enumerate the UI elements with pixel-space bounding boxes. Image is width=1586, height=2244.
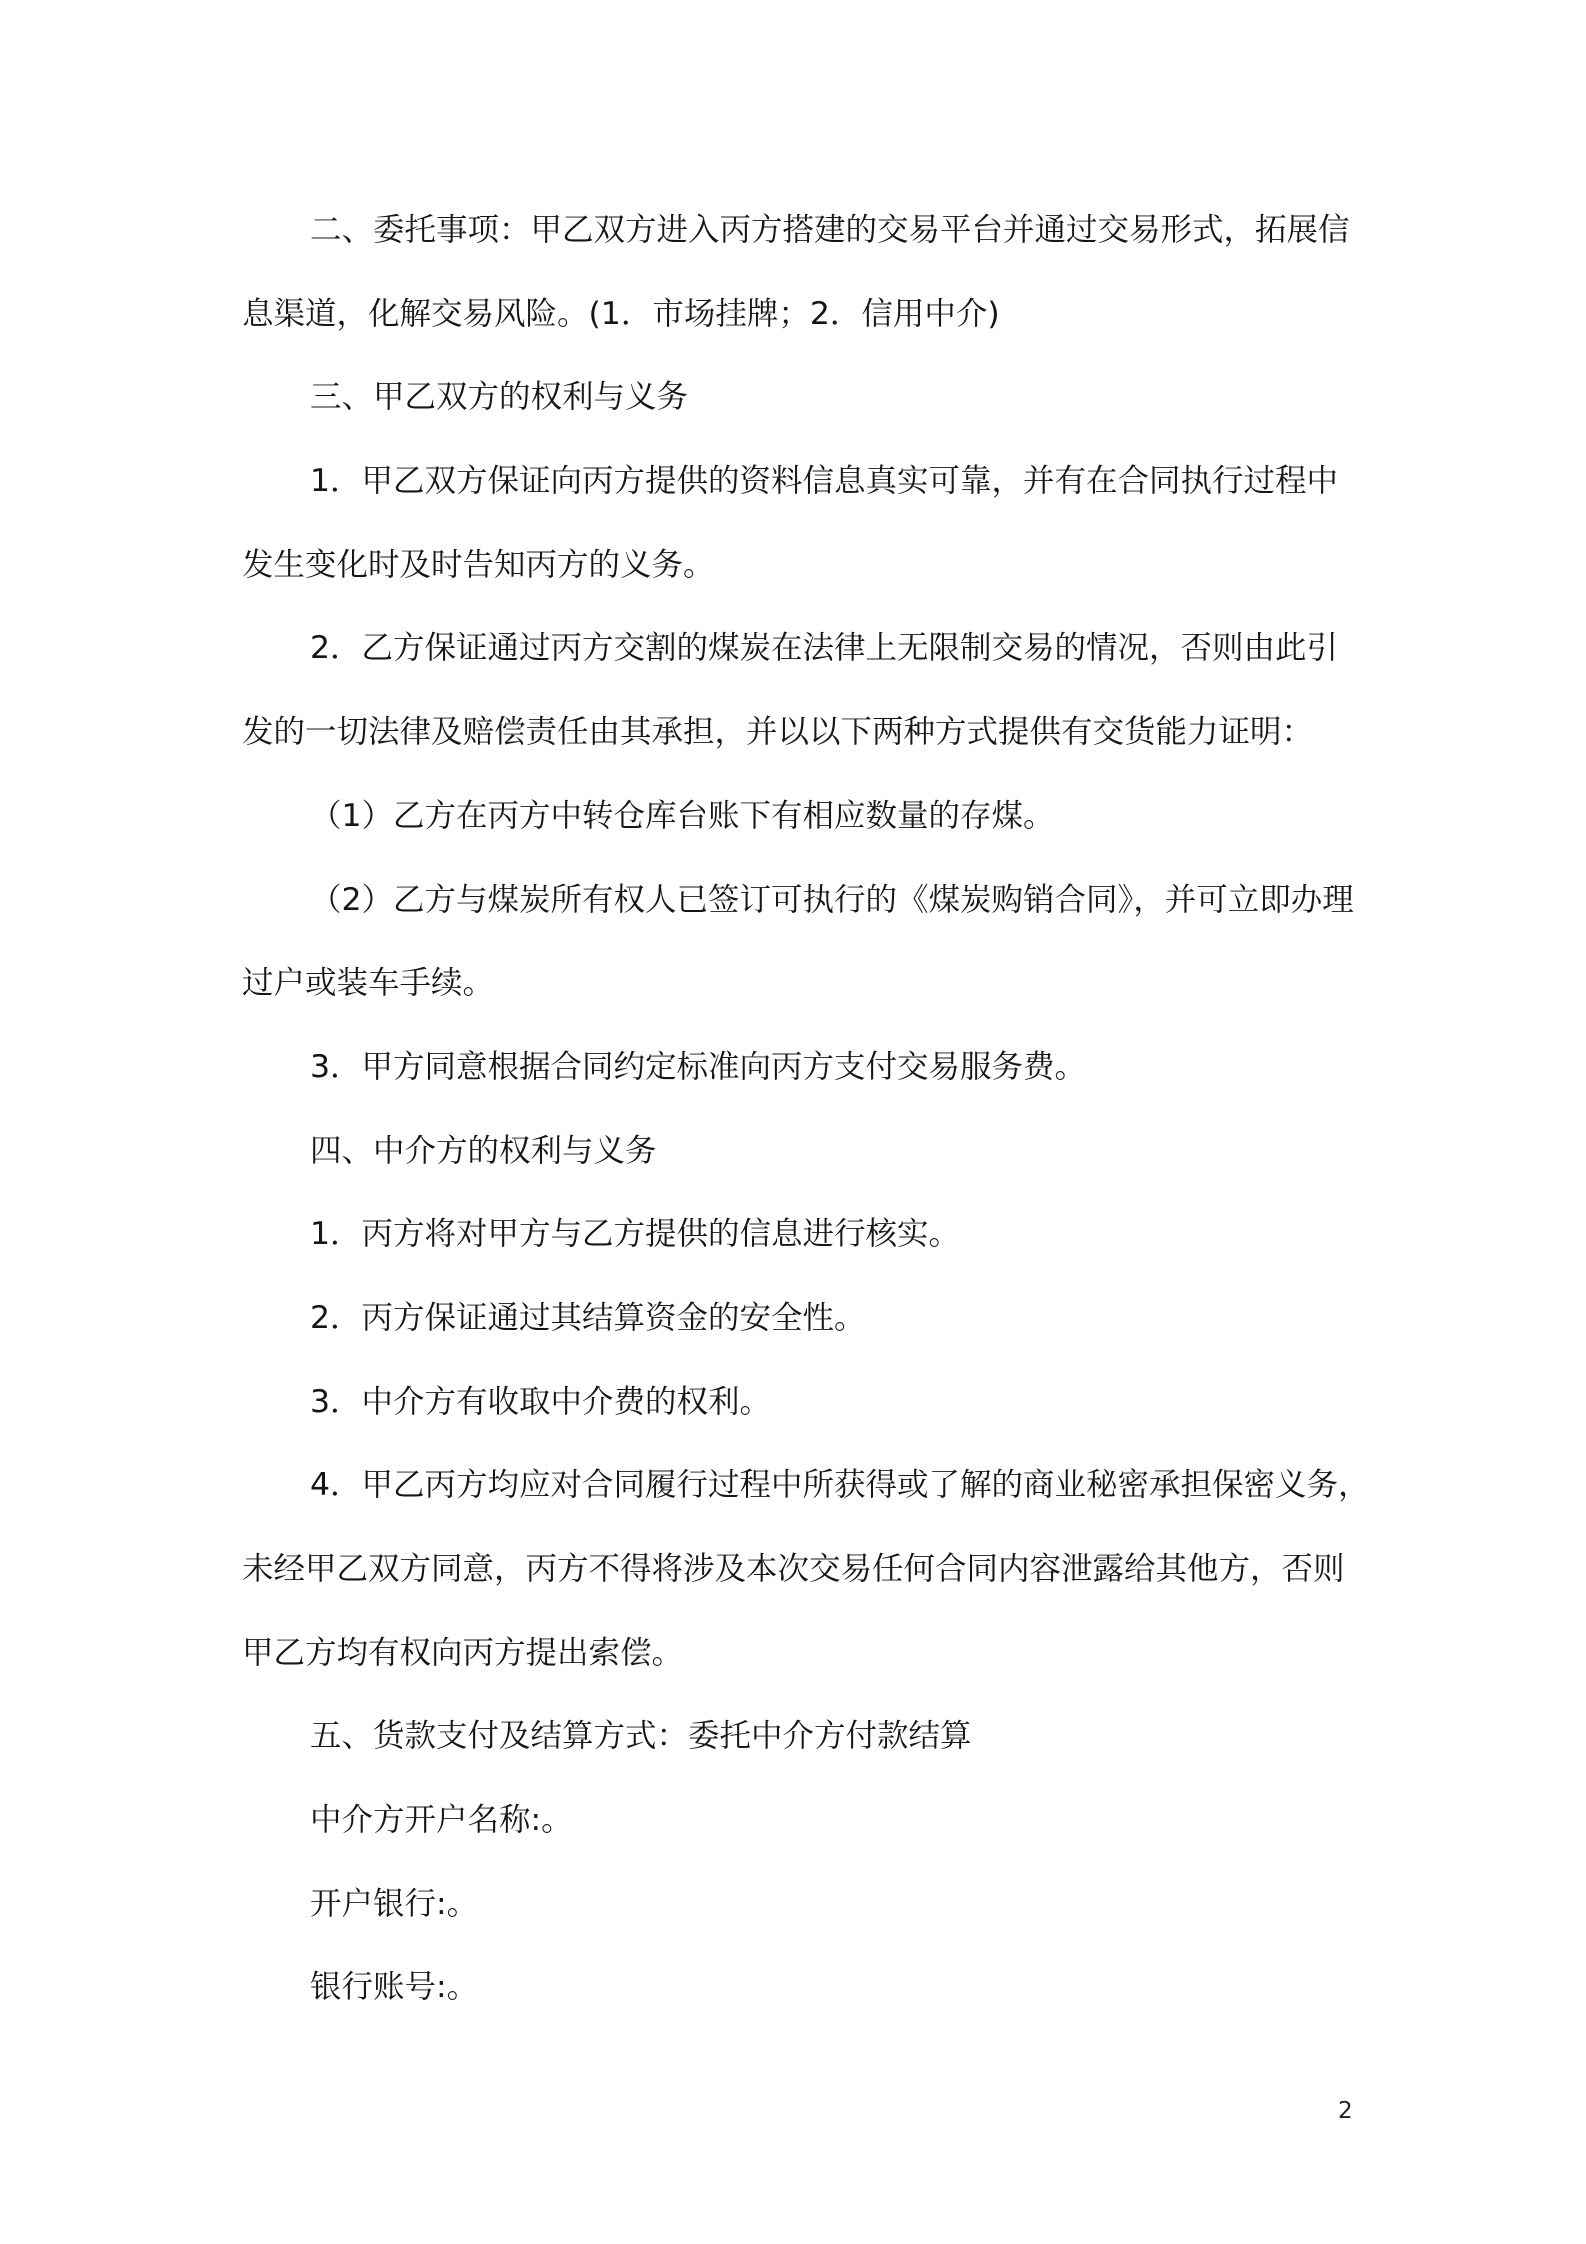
bank-name-field: 开户银行:。 <box>310 1885 479 1922</box>
paragraph-line: 二、委托事项：甲乙双方进入丙方搭建的交易平台并通过交易形式，拓展信 <box>310 212 1350 248</box>
section-heading: 四、中介方的权利与义务 <box>310 1132 657 1169</box>
paragraph-line: 发的一切法律及赔偿责任由其承担，并以以下两种方式提供有交货能力证明： <box>242 714 1314 751</box>
list-item: （1）乙方在丙方中转仓库台账下有相应数量的存煤。 <box>310 797 1055 834</box>
section-heading: 三、甲乙双方的权利与义务 <box>310 379 689 416</box>
paragraph-line: 1．丙方将对甲方与乙方提供的信息进行核实。 <box>310 1216 961 1253</box>
document-body <box>242 189 1372 2030</box>
list-item: （2）乙方与煤炭所有权人已签订可执行的《煤炭购销合同》，并可立即办理 <box>310 881 1354 918</box>
account-name-field: 中介方开户名称:。 <box>310 1802 573 1839</box>
section-heading: 五、货款支付及结算方式：委托中介方付款结算 <box>310 1718 972 1755</box>
paragraph-line: 甲乙方均有权向丙方提出索偿。 <box>242 1634 684 1671</box>
paragraph-line: 未经甲乙双方同意，丙方不得将涉及本次交易任何合同内容泄露给其他方，否则 <box>242 1551 1345 1587</box>
page-number: 2 <box>1338 2098 1353 2124</box>
paragraph-line: 4．甲乙丙方均应对合同履行过程中所获得或了解的商业秘密承担保密义务， <box>310 1467 1370 1504</box>
paragraph-line: 3．中介方有收取中介费的权利。 <box>310 1383 772 1420</box>
paragraph-line: 2．丙方保证通过其结算资金的安全性。 <box>310 1299 866 1336</box>
paragraph-line: 1．甲乙双方保证向丙方提供的资料信息真实可靠，并有在合同执行过程中 <box>310 463 1339 500</box>
paragraph-line: 3．甲方同意根据合同约定标准向丙方支付交易服务费。 <box>310 1048 1087 1085</box>
paragraph-line: 2．乙方保证通过丙方交割的煤炭在法律上无限制交易的情况，否则由此引 <box>310 630 1339 667</box>
paragraph-line: 发生变化时及时告知丙方的义务。 <box>242 546 715 583</box>
paragraph-line: 过户或装车手续。 <box>242 965 495 1002</box>
account-number-field: 银行账号:。 <box>310 1969 479 2006</box>
paragraph-line: 息渠道，化解交易风险。(1．市场挂牌；2．信用中介) <box>242 295 1000 332</box>
